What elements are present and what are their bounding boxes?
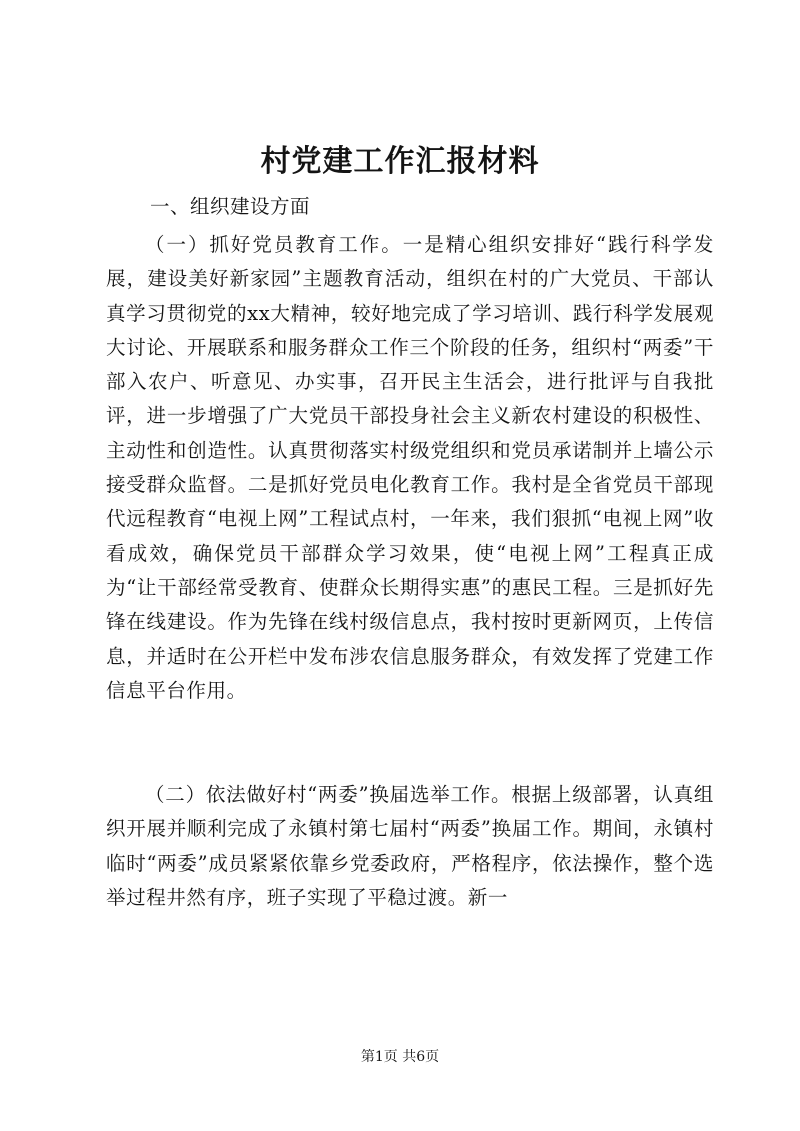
page-number-footer: 第1页 共6页	[360, 1049, 440, 1065]
section-heading: 一、组织建设方面	[150, 195, 311, 218]
paragraph-1: （一）抓好党员教育工作。一是精心组织安排好“践行科学发展，建设美好新家园”主题教育活动，组织在村的广大党员、干部认真学习贯彻党的xx大精神，较好地完成了学习培训、践行科学发展观大讨论、开展联系和服务群众工作三个阶段的任务，组织村“两委”干部入农户、听意见、办实事，召开民主生活会，进行批评与自我批评，进一步增强了广大党员干部投身社会主义新农村建设的积极性、主动性和创造性。认真贯彻落实村级党组织和党员承诺制并上墙公示接受群众监督。二是抓好党员电化教育工作。我村是全省党员干部现代远程教育“电视上网”工程试点村，一年来，我们狠抓“电视上网”收看成效，确保党员干部群众学习效果，使“电视上网”工程真正成为“让干部经常受教育、使群众长期得实惠”的惠民工程。三是抓好先锋在线建设。作为先锋在线村级信息点，我村按时更新网页，上传信息，并适时在公开栏中发布涉农信息服务群众，有效发挥了党建工作信息平台作用。	[106, 233, 714, 702]
document-title: 村党建工作汇报材料	[260, 144, 540, 179]
paragraph-2: （二）依法做好村“两委”换届选举工作。根据上级部署，认真组织开展并顺利完成了永镇村第七届村“两委”换届工作。期间，永镇村临时“两委”成员紧紧依靠乡党委政府，严格程序，依法操作，整个选举过程井然有序，班子实现了平稳过渡。新一	[106, 783, 714, 909]
